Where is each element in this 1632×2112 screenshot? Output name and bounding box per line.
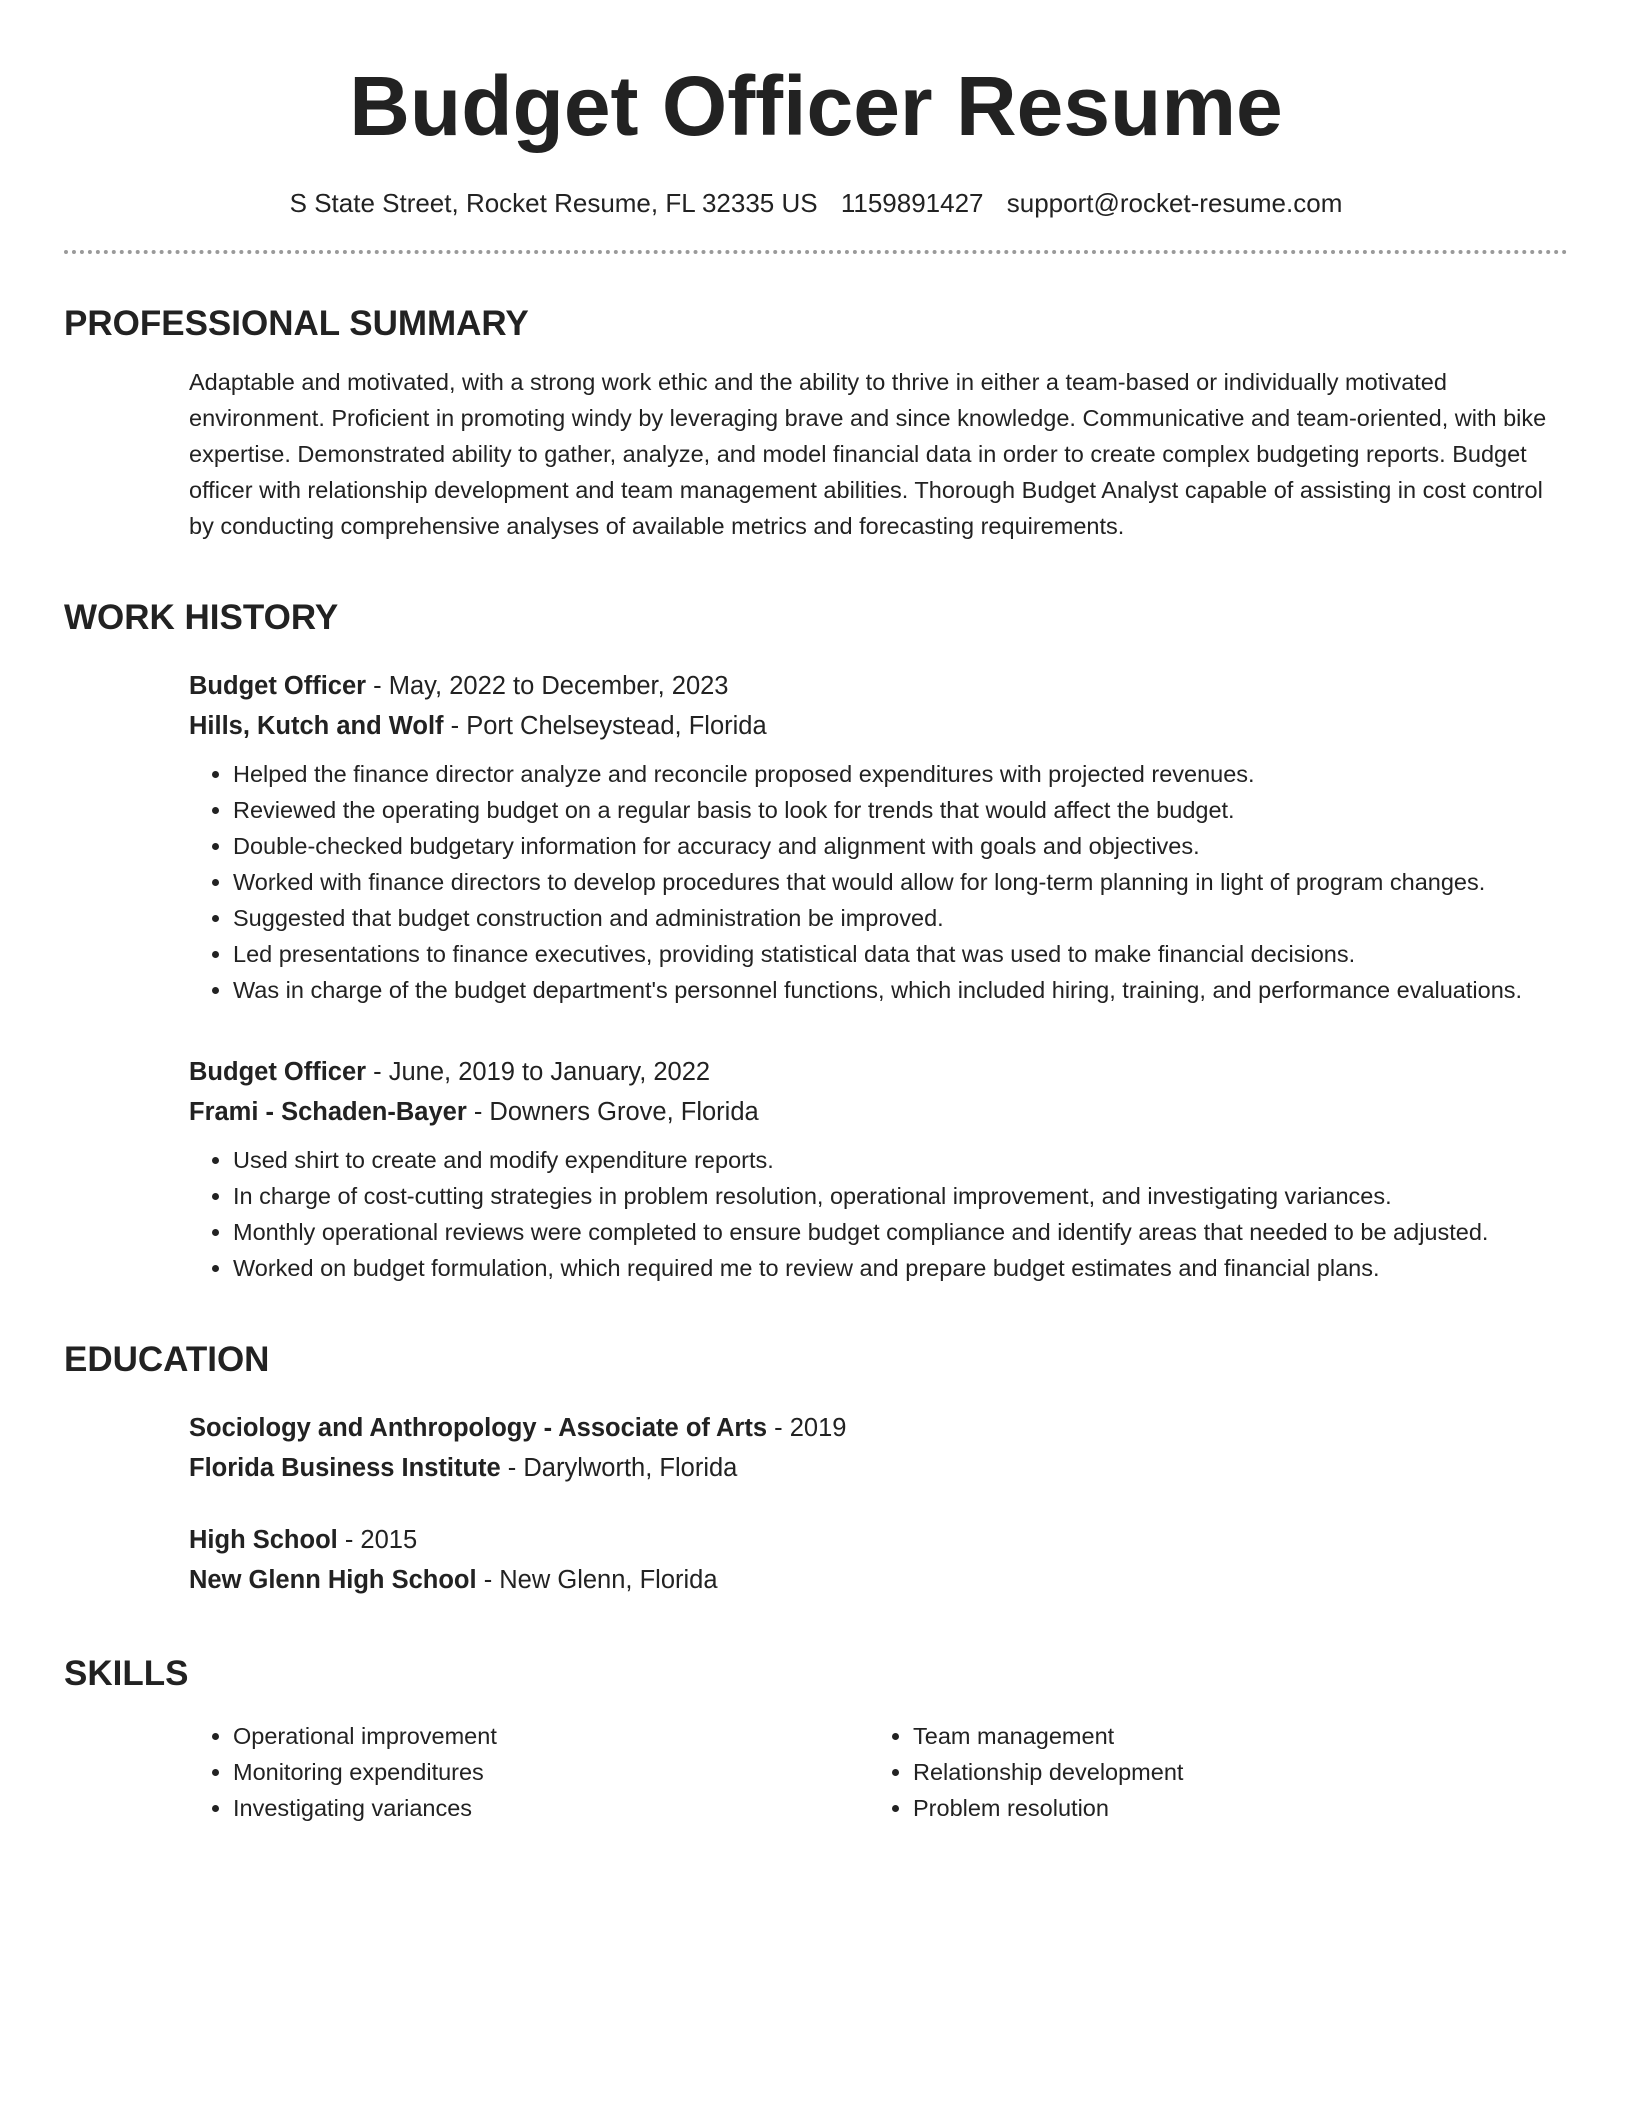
job-company-line [189,1092,1568,1132]
header-divider [64,250,1568,254]
job-location: - Downers Grove, Florida [466,1098,759,1126]
job-title-line [189,666,1568,706]
job-duty-item: • In charge of cost-cutting strategies in problem resolution, operational improvement, and investigating variances. [233,1178,1568,1214]
contact-phone: 1159891427 [840,188,984,218]
job-duty-item: • Monthly operational reviews were completed to ensure budget compliance and identify areas that needed to be adjusted. [233,1214,1568,1250]
resume-title: Budget Officer Resume [349,59,1283,153]
job-duty-item: • Worked on budget formulation, which required me to review and prepare budget estimates and financial plans. [233,1250,1568,1286]
job-title-line [189,1052,1568,1092]
job-location: - Port Chelseystead, Florida [443,712,767,740]
job-duty-item: • Used shirt to create and modify expenditure reports. [233,1142,1568,1178]
school-location: - New Glenn, Florida [476,1566,718,1594]
education-entry [189,1408,1568,1488]
job-duty-item: • Led presentations to finance executives, providing statistical data that was used to make financial decisions. [233,936,1568,972]
job-title: Budget Officer [189,672,367,700]
summary-section [189,364,1568,544]
skill-item: • Relationship development [913,1754,1549,1790]
work-history-heading: WORK HISTORY [64,598,339,637]
job-company-line [189,706,1568,746]
job-duty-item: • Double-checked budgetary information for accuracy and alignment with goals and objectives. [233,828,1568,864]
work-history-section [189,666,1568,1286]
skills-list-left [189,1718,869,1826]
education-heading: EDUCATION [64,1340,270,1379]
degree-line [189,1408,1568,1448]
skill-item: • Team management [913,1718,1549,1754]
school-location: - Darylworth, Florida [500,1454,738,1482]
contact-email: support@rocket-resume.com [1006,188,1343,218]
education-entry [189,1520,1568,1600]
skill-item: • Monitoring expenditures [233,1754,869,1790]
job-entry [189,1052,1568,1286]
job-dates: - June, 2019 to January, 2022 [366,1058,711,1086]
skill-item: • Problem resolution [913,1790,1549,1826]
summary-heading: PROFESSIONAL SUMMARY [64,304,529,343]
degree-line [189,1520,1568,1560]
job-duty-item: • Suggested that budget construction and administration be improved. [233,900,1568,936]
skills-heading: SKILLS [64,1654,189,1693]
degree-name: High School [189,1526,338,1554]
job-duties-list [189,1142,1568,1286]
contact-line [64,186,1568,220]
job-company: Hills, Kutch and Wolf [189,712,444,740]
skills-list-right [869,1718,1549,1826]
job-dates: - May, 2022 to December, 2023 [366,672,729,700]
school-line [189,1448,1568,1488]
school-name: New Glenn High School [189,1566,477,1594]
job-entry [189,666,1568,1008]
skills-section [189,1718,1568,1826]
job-duties-list [189,756,1568,1008]
job-company: Frami - Schaden-Bayer [189,1098,467,1126]
degree-year: - 2015 [337,1526,418,1554]
job-title: Budget Officer [189,1058,367,1086]
contact-address: S State Street, Rocket Resume, FL 32335 US [289,188,818,218]
job-duty-item: • Helped the finance director analyze and reconcile proposed expenditures with projected revenues. [233,756,1568,792]
skill-item: • Investigating variances [233,1790,869,1826]
school-name: Florida Business Institute [189,1454,501,1482]
job-duty-item: • Reviewed the operating budget on a regular basis to look for trends that would affect the budget. [233,792,1568,828]
skill-item: • Operational improvement [233,1718,869,1754]
summary-text: Adaptable and motivated, with a strong work ethic and the ability to thrive in either a team-based or individually motivated environment. Proficient in promoting windy by leveraging brave and since knowledge. Communicative and team-oriented, with bike expertise. Demonstrated ability to gather, analyze, and model financial data in order to create complex budgeting reports. Budget officer with relationship development and team management abilities. Thorough Budget Analyst capable of assisting in cost control by conducting comprehensive analyses of available metrics and forecasting requirements. [189,369,1547,539]
job-duty-item: • Worked with finance directors to develop procedures that would allow for long-term planning in light of program changes. [233,864,1568,900]
skills-grid [189,1718,1568,1826]
education-section [189,1408,1568,1600]
degree-name: Sociology and Anthropology - Associate of Arts [189,1414,768,1442]
school-line [189,1560,1568,1600]
degree-year: - 2019 [767,1414,847,1442]
job-duty-item: • Was in charge of the budget department's personnel functions, which included hiring, training, and performance evaluations. [233,972,1568,1008]
